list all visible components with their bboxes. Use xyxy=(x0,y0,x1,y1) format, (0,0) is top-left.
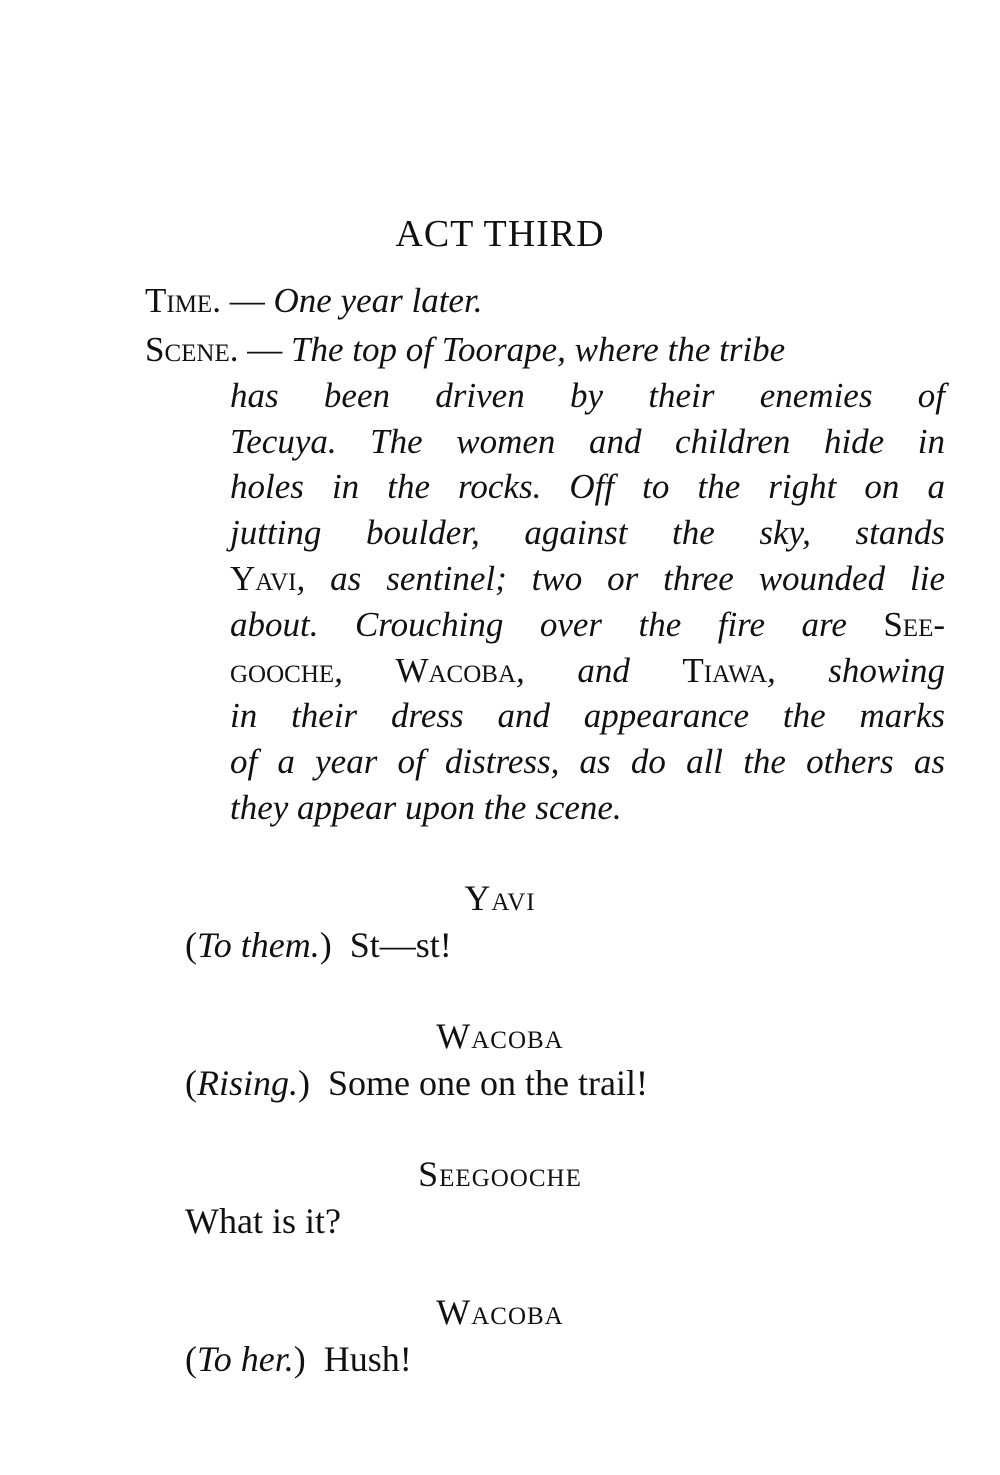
scene-text: , as sentinel; two or three wounded lie xyxy=(296,558,945,598)
scene-text: , showing xyxy=(767,650,945,690)
scene-line xyxy=(230,556,945,602)
speech-line: (To them.) St—st! xyxy=(185,925,452,965)
speech-text: Hush! xyxy=(323,1339,412,1379)
scene-text: in their dress and appearance the marks xyxy=(230,696,945,736)
scene-line xyxy=(230,373,945,419)
time-direction xyxy=(145,278,482,324)
scene-text: of a year of distress, as do all the others as xyxy=(230,742,945,782)
scene-text: , xyxy=(334,650,396,690)
scene-line xyxy=(230,785,945,831)
scene-text: about. Crouching over the fire are xyxy=(230,604,884,644)
character-name: Tiawa xyxy=(682,650,767,690)
character-name: Wacoba xyxy=(395,650,517,690)
time-label: Time. xyxy=(145,281,221,320)
speaker-name: Yavi xyxy=(464,878,536,918)
speech-line: (To her.) Hush! xyxy=(185,1339,412,1379)
scene-line xyxy=(230,693,945,739)
scene-text: , and xyxy=(516,650,683,690)
scene-text: jutting boulder, against the sky, stands xyxy=(230,513,945,553)
scene-text: holes in the rocks. Off to the right on a xyxy=(230,467,945,507)
scene-direction xyxy=(145,327,945,831)
scene-text: has been driven by their enemies of xyxy=(230,375,945,415)
scene-text: Tecuya. The women and children hide in xyxy=(230,421,945,461)
scene-label: Scene. xyxy=(145,330,239,369)
time-text: One year later. xyxy=(273,281,483,320)
scene-dash: — xyxy=(238,330,291,369)
character-name: Yavi xyxy=(230,558,297,598)
stage-direction: Rising. xyxy=(197,1063,299,1103)
character-name: See- xyxy=(883,604,945,644)
speech-line xyxy=(185,1198,341,1244)
speech-text: St—st! xyxy=(349,925,452,965)
time-dash: — xyxy=(220,281,274,320)
scene-line xyxy=(230,602,945,648)
speech-line: (Rising.) Some one on the trail! xyxy=(185,1063,648,1103)
scene-line xyxy=(230,464,945,510)
scene-line xyxy=(230,739,945,785)
scene-body xyxy=(230,373,945,831)
scene-text: they appear upon the scene. xyxy=(230,787,622,827)
character-name: gooche xyxy=(230,650,335,690)
act-title: ACT THIRD xyxy=(395,213,605,255)
scene-line xyxy=(230,419,945,465)
scene-first-line xyxy=(145,327,945,373)
speech-text: What is it? xyxy=(185,1201,341,1241)
speaker-name: Wacoba xyxy=(436,1292,564,1332)
scene-line xyxy=(230,648,945,694)
scene-first-text: The top of Toorape, where the tribe xyxy=(291,330,786,369)
speaker-name: Wacoba xyxy=(436,1016,564,1056)
speaker-name: Seegooche xyxy=(418,1154,582,1194)
stage-direction: To her. xyxy=(197,1339,294,1379)
stage-direction: To them. xyxy=(197,925,320,965)
speech-text: Some one on the trail! xyxy=(328,1063,648,1103)
scene-line xyxy=(230,510,945,556)
